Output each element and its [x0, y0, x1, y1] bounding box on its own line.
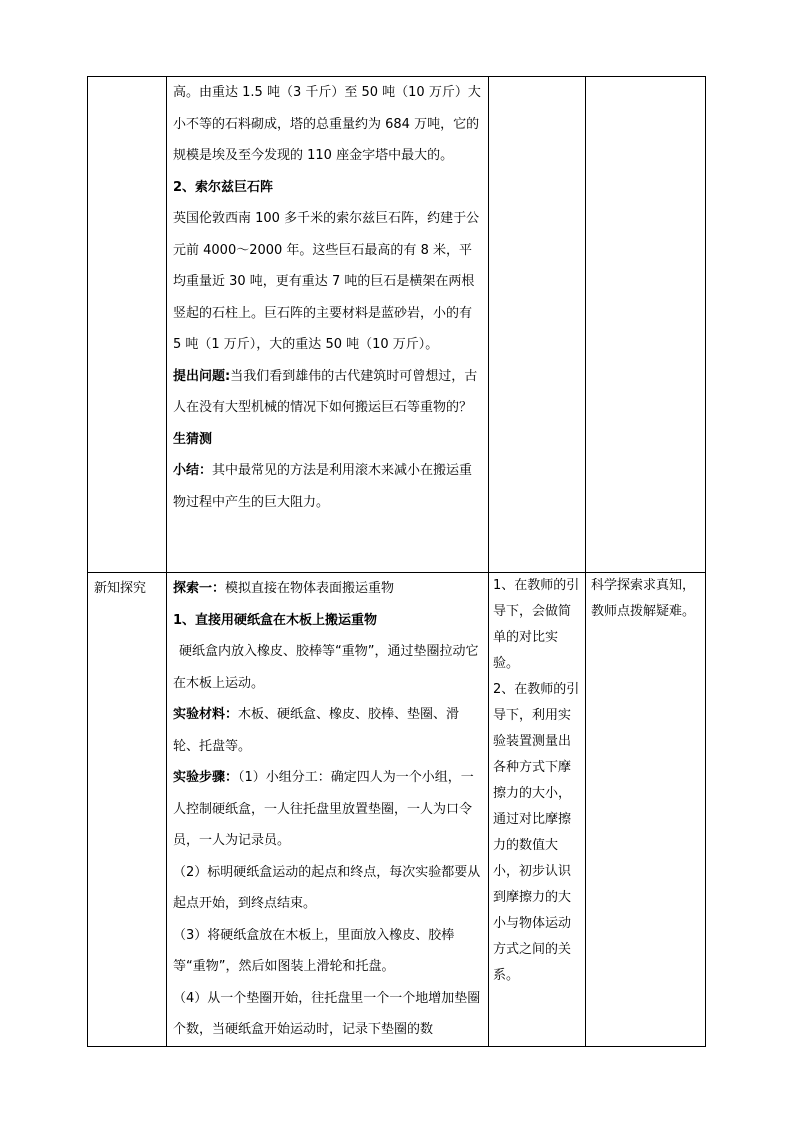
paragraph: 英国伦敦西南 100 多千米的索尔兹巨石阵，约建于公元前 4000～2000 年。这些巨石最高的有 8 米，平均重量近 30 吨，更有重达 7 吨的巨石是横架在两根竖起的石柱上。巨石阵的主要材料是蓝砂岩，小的有 5 吨（1 万斤），大的重达 50 吨（10 万斤）。	[173, 211, 480, 352]
section-heading: 2、索尔兹巨石阵	[173, 179, 274, 195]
student-activity-cell	[489, 77, 586, 573]
step-paragraph: （2）标明硬纸盒运动的起点和终点，每次实验都要从起点开始，到终点结束。	[173, 864, 481, 911]
table-row	[88, 573, 706, 1047]
lesson-plan-table	[87, 76, 706, 1047]
teaching-content-cell	[167, 77, 489, 573]
design-intent-cell	[586, 573, 706, 1047]
paragraph: 硬纸盒内放入橡皮、胶棒等“重物”，通过垫圈拉动它在木板上运动。	[173, 644, 479, 691]
steps-paragraph: 实验步骤：（1）小组分工：确定四人为一个小组，一人控制硬纸盒，一人往托盘里放置垫圈，一人为口令员，一人为记录员。	[173, 770, 474, 848]
student-activity-cell	[489, 573, 586, 1047]
question-paragraph: 提出问题:当我们看到雄伟的古代建筑时可曾想过，古人在没有大型机械的情况下如何搬运巨石等重物的？	[173, 368, 478, 415]
summary-paragraph: 小结：其中最常见的方法是利用滚木来减小在搬运重物过程中产生的巨大阻力。	[173, 463, 473, 510]
stage-cell	[88, 573, 167, 1047]
paragraph: 高。由重达 1.5 吨（3 千斤）至 50 吨（10 万斤）大小不等的石料砌成，塔的总重量约为 684 万吨，它的规模是埃及至今发现的 110 座金字塔中最大的。	[173, 85, 481, 163]
materials-paragraph: 实验材料：木板、硬纸盒、橡皮、胶棒、垫圈、滑轮、托盘等。	[173, 707, 460, 754]
content-paragraphs	[167, 77, 488, 518]
step-paragraph: （3）将硬纸盒放在木板上，里面放入橡皮、胶棒等“重物”，然后如图装上滑轮和托盘。	[173, 927, 455, 974]
teaching-content-cell	[167, 573, 489, 1047]
guess-heading: 生猜测	[173, 431, 213, 447]
design-intent-text: 科学探索求真知，教师点拨解疑难。	[591, 578, 696, 619]
stage-label: 新知探究	[94, 581, 147, 596]
design-intent-cell	[586, 77, 706, 573]
stage-cell	[88, 77, 167, 573]
activity-item: 2、在教师的引导下，利用实验装置测量出各种方式下摩擦力的大小，通过对比摩擦力的数值大小，初步认识到摩擦力的大小与物体运动方式之间的关系。	[493, 682, 580, 983]
step-paragraph: （4）从一个垫圈开始，往托盘里一个一个地增加垫圈个数，当硬纸盒开始运动时，记录下垫圈的数	[173, 990, 481, 1037]
table-row	[88, 77, 706, 573]
activity-item: 1、在教师的引导下，会做简单的对比实验。	[493, 578, 580, 671]
section-heading: 1、直接用硬纸盒在木板上搬运重物	[173, 612, 378, 628]
explore-heading: 探索一：模拟直接在物体表面搬运重物	[173, 581, 395, 596]
content-paragraphs	[167, 573, 488, 1046]
